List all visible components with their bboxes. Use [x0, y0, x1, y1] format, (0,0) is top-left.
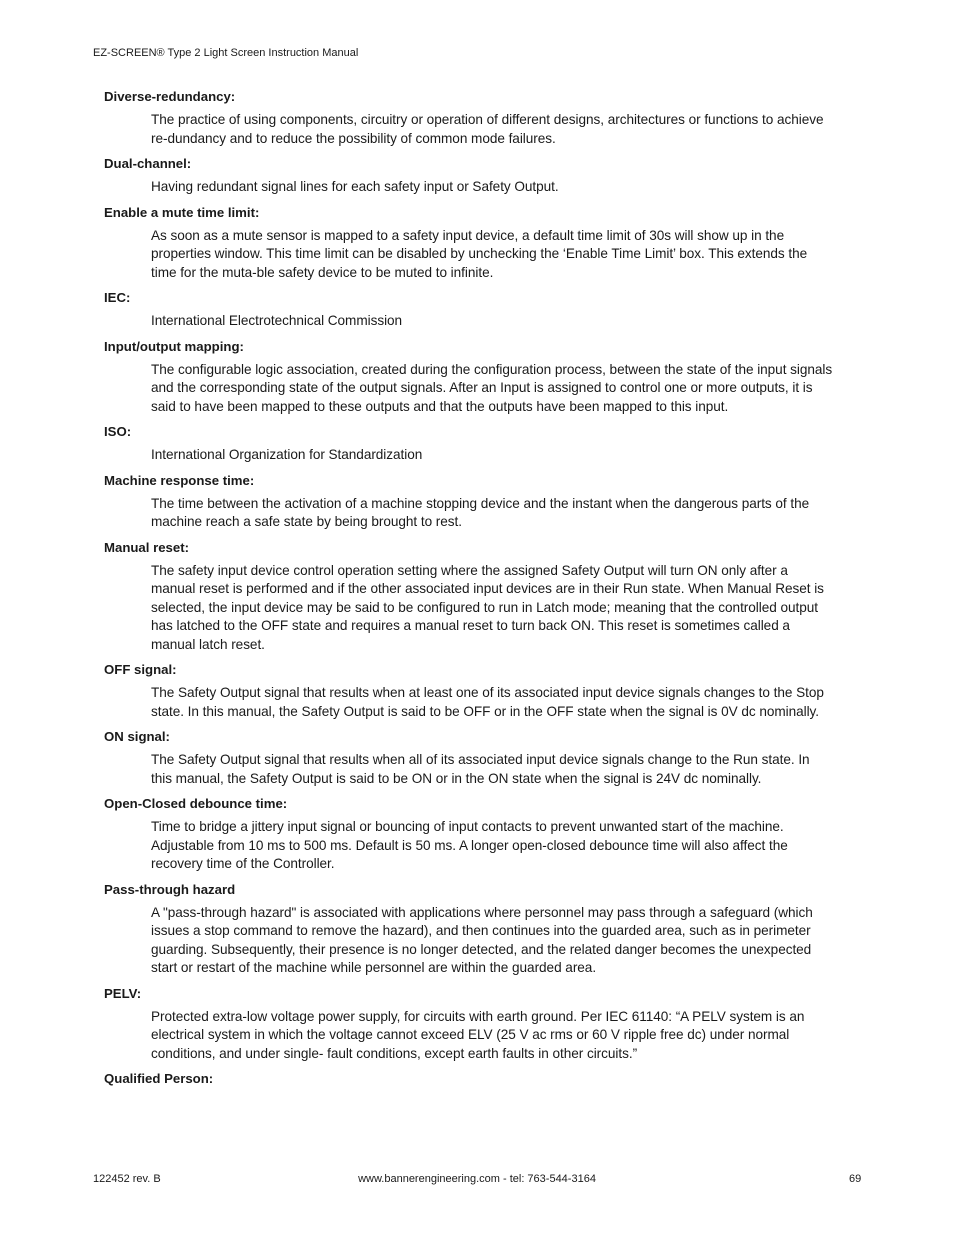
glossary-list — [104, 89, 834, 1095]
glossary-term: IEC: — [104, 290, 131, 305]
footer-doc-number: 122452 rev. B — [93, 1173, 161, 1185]
glossary-term: Machine response time: — [104, 472, 255, 488]
glossary-term: Input/output mapping: — [104, 338, 244, 354]
glossary-entry-iso — [104, 424, 834, 465]
glossary-term: PELV: — [104, 985, 142, 1001]
glossary-term: ON signal: — [104, 729, 170, 744]
glossary-term: Open-Closed debounce time: — [104, 796, 288, 811]
glossary-definition: The Safety Output signal that results when at least one of its associated input device signals changes to the Stop state. In this manual, the Safety Output is said to be OFF or in the OFF state when the signal is 0V dc nominally. — [151, 685, 824, 719]
glossary-definition: The time between the activation of a machine stopping device and the instant when the dangerous parts of the machine reach a safe state by being brought to rest. — [151, 495, 810, 529]
glossary-entry-qualified-person — [104, 1071, 834, 1087]
glossary-definition: Having redundant signal lines for each safety input or Safety Output. — [151, 179, 559, 194]
glossary-entry-input-output-mapping — [104, 339, 834, 417]
glossary-term: Diverse-redundancy: — [104, 89, 236, 104]
glossary-entry-pass-through-hazard — [104, 882, 834, 978]
glossary-definition: A "pass-through hazard" is associated with applications where personnel may pass through a safeguard (which issues a stop command to remove the hazard), and then continues into the guarded area, such as in perimeter guarding. Subsequently, their presence is no longer detected, and the related danger becomes the unexpected start or restart of the machine while personnel are within the guarded area. — [151, 904, 813, 975]
glossary-term: Qualified Person: — [104, 1071, 214, 1086]
glossary-definition: The configurable logic association, created during the configuration process, between the state of the input signals and the corresponding state of the output signals. After an Input is assigned to control one or more outputs, it is said to have been mapped to these outputs and that the outputs have been mapped to this input. — [151, 361, 833, 414]
footer-page-number: 69 — [849, 1173, 862, 1185]
page-header-title: EZ-SCREEN® Type 2 Light Screen Instruction Manual — [93, 47, 359, 59]
glossary-term: Pass-through hazard — [104, 881, 236, 897]
footer-contact: www.bannerengineering.com - tel: 763-544-3164 — [358, 1173, 596, 1185]
glossary-entry-enable-mute-time-limit — [104, 205, 834, 283]
glossary-entry-on-signal — [104, 729, 834, 788]
glossary-entry-manual-reset — [104, 540, 834, 655]
glossary-entry-iec — [104, 290, 834, 331]
glossary-definition: International Organization for Standardization — [151, 447, 423, 462]
glossary-definition: The practice of using components, circuitry or operation of different designs, architectures or functions to achieve re-dundancy and to reduce the possibility of common mode failures. — [151, 112, 824, 146]
glossary-entry-dual-channel — [104, 156, 834, 197]
glossary-definition: Protected extra-low voltage power supply, for circuits with earth ground. Per IEC 61140: “A PELV system is an electrical system in which the voltage cannot exceed ELV (25 V ac rms or 60 V ripple free dc) under normal conditions, and under single- fault conditions, except earth faults in other circuits.” — [151, 1008, 805, 1061]
glossary-term: OFF signal: — [104, 662, 177, 677]
glossary-entry-machine-response-time — [104, 473, 834, 532]
glossary-definition: Time to bridge a jittery input signal or bouncing of input contacts to prevent unwanted start of the machine. Adjustable from 10 ms to 500 ms. Default is 50 ms. A longer open-closed debounce time will also affect the recovery time of the Controller. — [151, 819, 788, 871]
glossary-definition: The safety input device control operation setting where the assigned Safety Output will turn ON only after a manual reset is performed and if the other associated input devices are in their Run state. When Manual Reset is selected, the input device may be said to be configured to run in Latch mode; meaning that the controlled output has latched to the OFF state and requires a manual reset to turn back ON. This reset is sometimes called a manual latch reset. — [151, 562, 824, 652]
glossary-entry-diverse-redundancy — [104, 89, 834, 148]
glossary-entry-pelv — [104, 986, 834, 1064]
glossary-term: Manual reset: — [104, 539, 190, 555]
glossary-definition: The Safety Output signal that results when all of its associated input device signals change to the Run state. In this manual, the Safety Output is said to be ON or in the ON state when the signal is 24V dc nominally. — [151, 752, 810, 786]
glossary-entry-open-closed-debounce-time — [104, 796, 834, 874]
glossary-definition: International Electrotechnical Commission — [151, 313, 403, 328]
glossary-definition: As soon as a mute sensor is mapped to a safety input device, a default time limit of 30s will show up in the properties window. This time limit can be disabled by unchecking the ‘Enable Time Limit’ box. This extends the time for the muta-ble safety device to be muted to infinite. — [151, 227, 808, 280]
glossary-term: Enable a mute time limit: — [104, 204, 260, 220]
glossary-term: ISO: — [104, 424, 132, 439]
glossary-entry-off-signal — [104, 662, 834, 721]
glossary-term: Dual-channel: — [104, 156, 192, 171]
